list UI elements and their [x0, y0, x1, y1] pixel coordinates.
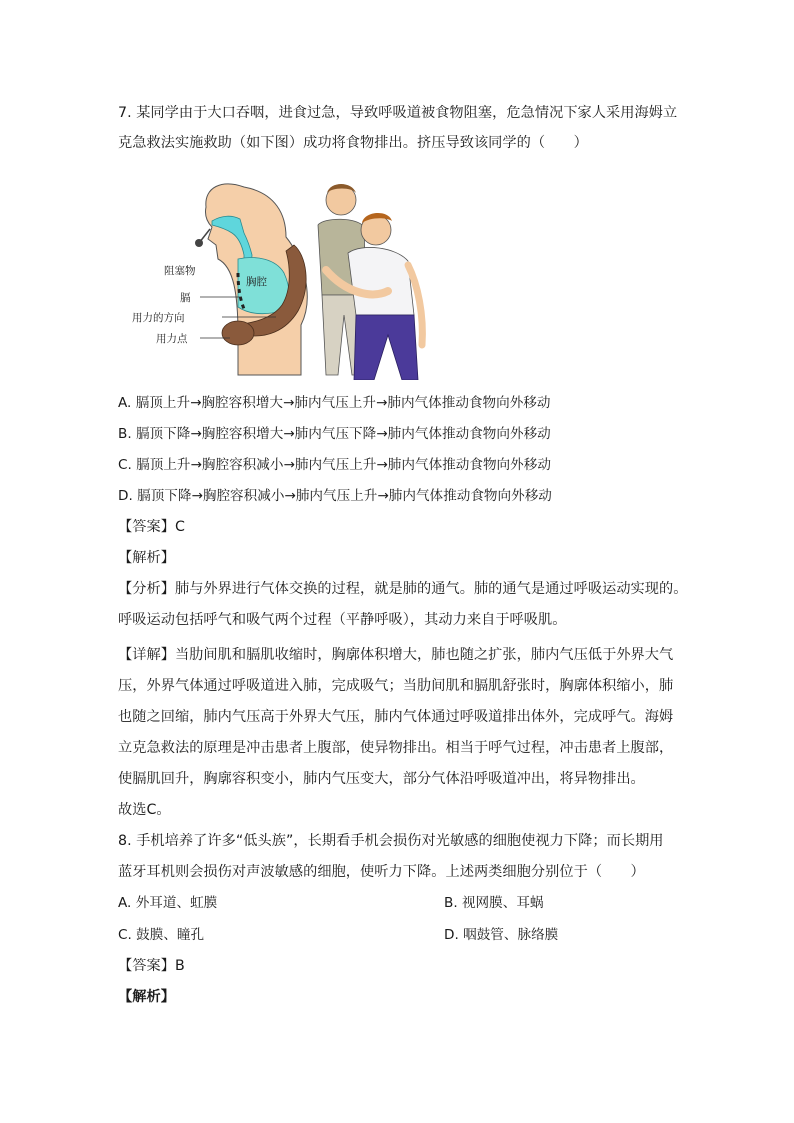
rescue-scene — [318, 184, 422, 380]
label-blocker: 阻塞物 — [164, 265, 196, 277]
q8-stem-line-2: 蓝牙耳机则会损伤对声波敏感的细胞，使听力下降。上述两类细胞分别位于（ ） — [118, 864, 645, 880]
q8-option-c: C. 鼓膜、瞳孔 — [118, 927, 205, 943]
q7-option-b: B. 膈顶下降→胸腔容积增大→肺内气压下降→肺内气体推动食物向外移动 — [118, 426, 551, 442]
q8-option-d: D. 咽鼓管、脉络膜 — [444, 927, 559, 943]
label-force-point: 用力点 — [156, 333, 188, 345]
q7-analysis-heading: 【解析】 — [118, 550, 175, 566]
q7-analysis-line-3: 【详解】当肋间肌和膈肌收缩时，胸廓体积增大，肺也随之扩张，肺内气压低于外界大气 — [118, 647, 674, 663]
q7-stem-line-1: 7. 某同学由于大口吞咽，进食过急，导致呼吸道被食物阻塞，危急情况下家人采用海姆立 — [118, 105, 678, 121]
q8-option-a: A. 外耳道、虹膜 — [118, 895, 218, 911]
q8-answer: 【答案】B — [118, 958, 185, 974]
q7-analysis-line-2: 呼吸运动包括呼气和吸气两个过程（平静呼吸），其动力来自于呼吸肌。 — [118, 612, 567, 628]
q7-analysis-line-4: 压，外界气体通过呼吸道进入肺，完成吸气；当肋间肌和膈肌舒张时，胸廓体积缩小，肺 — [118, 678, 674, 694]
q7-analysis-line-5: 也随之回缩，肺内气压高于外界大气压，肺内气体通过呼吸道排出体外，完成呼气。海姆 — [118, 709, 674, 725]
q7-conclusion: 故选C。 — [118, 802, 171, 818]
q7-option-c: C. 膈顶上升→胸腔容积减小→肺内气压上升→肺内气体推动食物向外移动 — [118, 457, 551, 473]
q7-analysis-line-6: 立克急救法的原理是冲击患者上腹部，使异物排出。相当于呼气过程，冲击患者上腹部， — [118, 740, 674, 756]
q7-stem-line-2: 克急救法实施救助（如下图）成功将食物排出。挤压导致该同学的（ ） — [118, 135, 588, 151]
label-force-direction: 用力的方向 — [132, 312, 185, 324]
q7-answer: 【答案】C — [118, 519, 185, 535]
q7-analysis-line-7: 使膈肌回升，胸廓容积变小，肺内气压变大，部分气体沿呼吸道冲出，将异物排出。 — [118, 771, 645, 787]
q7-analysis-line-1: 【分析】肺与外界进行气体交换的过程，就是肺的通气。肺的通气是通过呼吸运动实现的。 — [118, 581, 688, 597]
label-diaphragm: 膈 — [180, 292, 191, 304]
heimlich-figure — [126, 175, 431, 380]
q8-stem-line-1: 8. 手机培养了许多“低头族”，长期看手机会损伤对光敏感的细胞使视力下降；而长期用 — [118, 833, 664, 849]
q7-option-a: A. 膈顶上升→胸腔容积增大→肺内气压上升→肺内气体推动食物向外移动 — [118, 395, 551, 411]
q8-option-b: B. 视网膜、耳蜗 — [444, 895, 544, 911]
label-chest: 胸腔 — [246, 276, 267, 288]
q7-option-d: D. 膈顶下降→胸腔容积减小→肺内气压上升→肺内气体推动食物向外移动 — [118, 488, 552, 504]
q8-analysis-heading: 【解析】 — [118, 989, 175, 1005]
heimlich-illustration — [126, 175, 431, 380]
